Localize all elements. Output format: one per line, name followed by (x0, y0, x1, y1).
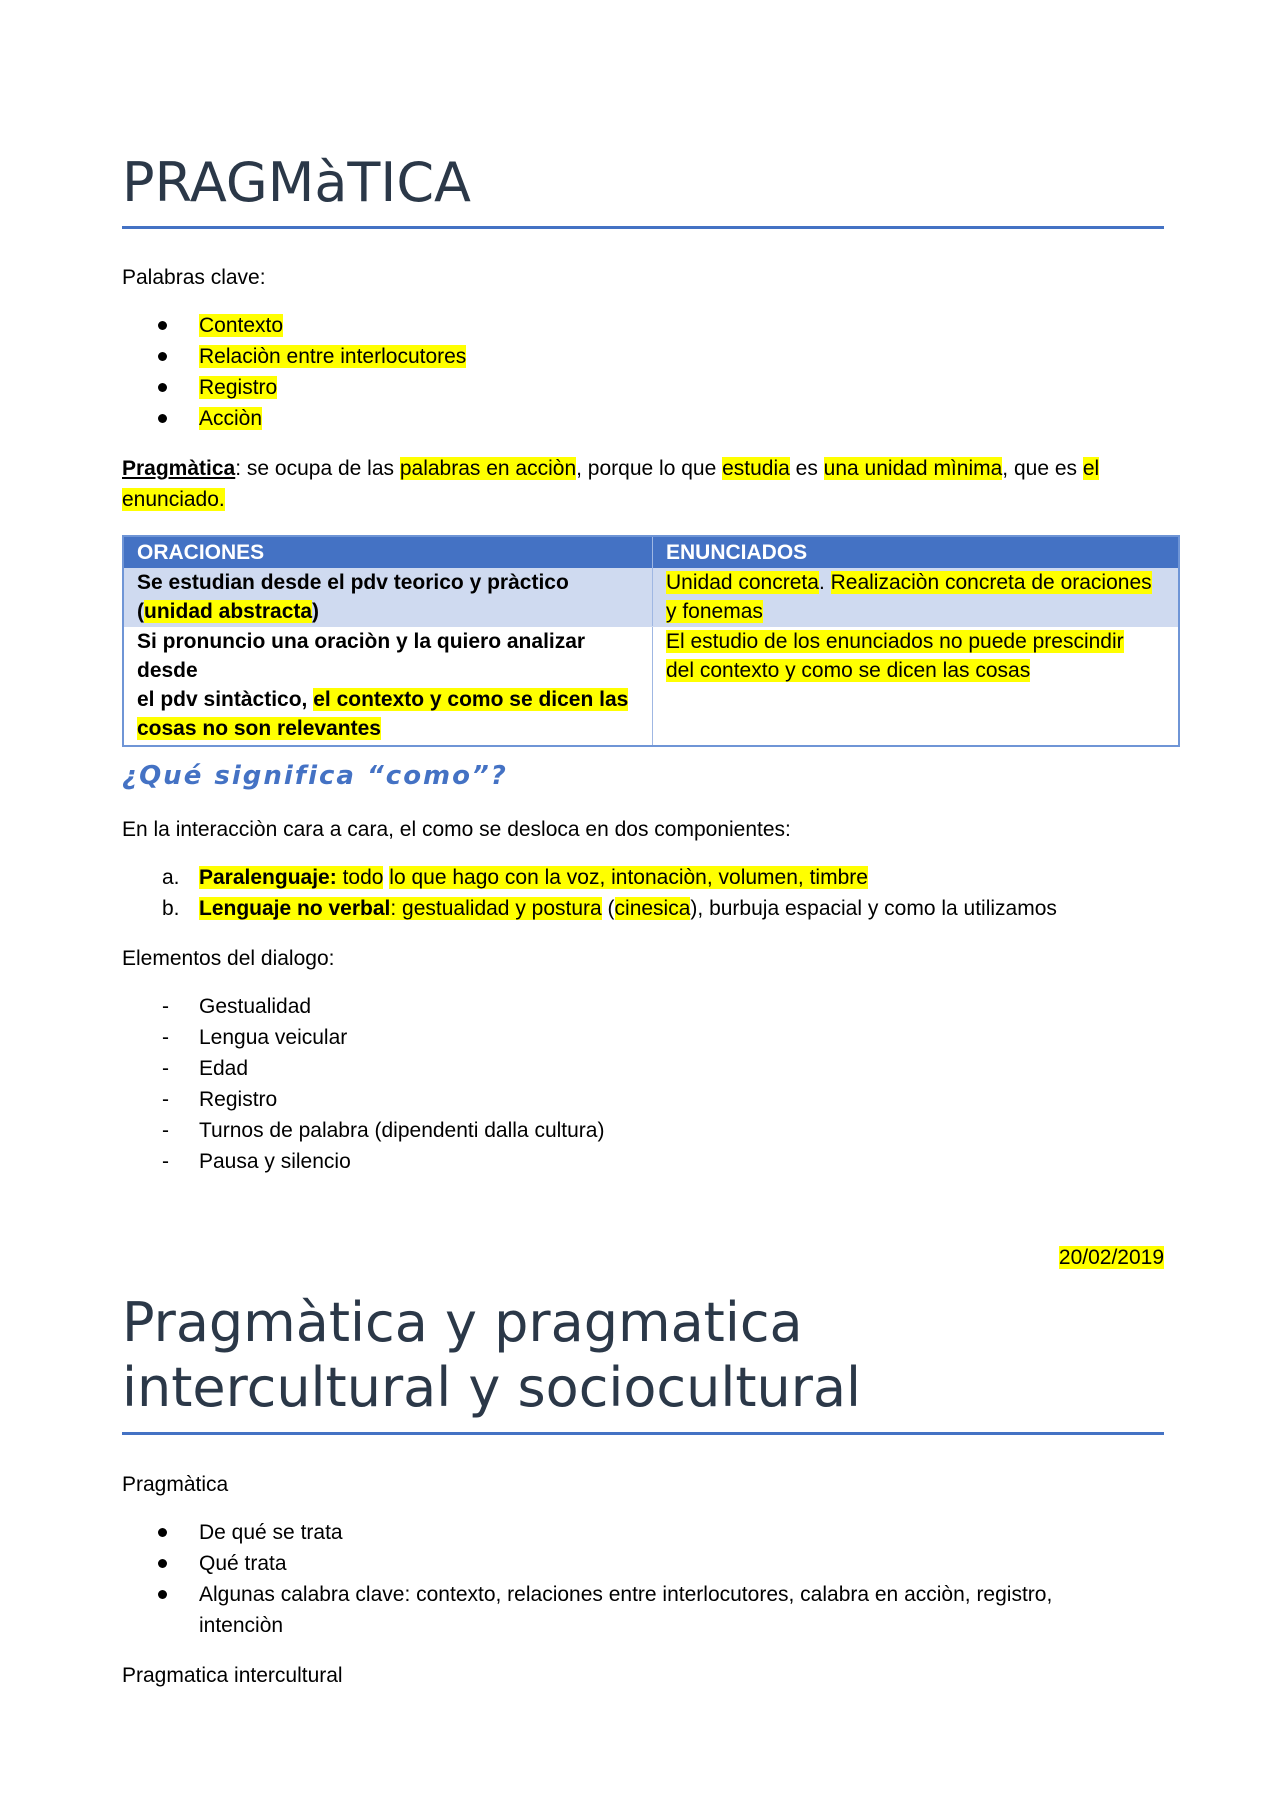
pragmatica-label: Pragmàtica (122, 1473, 229, 1496)
main-title: PRAGMàTICA (122, 151, 471, 214)
section-heading: ¿Qué significa “como”? (122, 761, 508, 791)
table-cell: El estudio de los enunciados no puede prescindir del contexto y como se dicen las cosas (653, 627, 1180, 747)
bullet-icon (158, 414, 167, 423)
intercultural-label: Pragmatica intercultural (122, 1664, 343, 1687)
title-underline (122, 226, 1164, 229)
table-cell: Se estudian desde el pdv teorico y pràctico (unidad abstracta) (123, 568, 653, 627)
list-item: - Registro (162, 1088, 278, 1111)
list-item: Qué trata (122, 1548, 1182, 1579)
como-list (122, 862, 1182, 924)
list-item: Relaciòn entre interlocutores (122, 341, 1122, 372)
list-item: - Lengua veicular (162, 1026, 348, 1049)
elements-list (122, 991, 1122, 1177)
list-item: a. Paralenguaje: todo lo que hago con la voz, intonaciòn, volumen, timbre (162, 866, 868, 889)
list-item: Registro (122, 372, 1122, 403)
table-row (123, 627, 1179, 747)
list-item: - Gestualidad (162, 995, 312, 1018)
elements-label: Elementos del dialogo: (122, 947, 335, 970)
list-item: Contexto (122, 310, 1122, 341)
como-intro: En la interacciòn cara a cara, el como se desloca en dos componientes: (122, 818, 791, 841)
bullet-icon (158, 352, 167, 361)
bullet-icon (158, 383, 167, 392)
date-label: 20/02/2019 (1058, 1246, 1164, 1269)
comparison-table (122, 535, 1180, 747)
bullet-icon (158, 1528, 167, 1537)
list-item: - Edad (162, 1057, 249, 1080)
bullet-icon (158, 1590, 167, 1599)
table-header-cell: ENUNCIADOS (653, 536, 1180, 568)
list-item: - Turnos de palabra (dipendenti dalla cultura) (162, 1119, 605, 1142)
bullet-icon (158, 1559, 167, 1568)
keywords-label: Palabras clave: (122, 266, 266, 289)
list-item: Algunas calabra clave: contexto, relaciones entre interlocutores, calabra en acciòn, registro, intenciòn (122, 1579, 1182, 1641)
pragmatica-list (122, 1517, 1182, 1641)
keywords-list (122, 310, 1122, 434)
definition-paragraph: Pragmàtica: se ocupa de las palabras en acciòn, porque lo que estudia es una unidad mìnima, que es el enunciado. (122, 457, 1100, 511)
table-cell: Si pronuncio una oraciòn y la quiero analizar desde el pdv sintàctico, el contexto y como se dicen las cosas no son relevantes (137, 630, 629, 740)
list-item: Acciòn (122, 403, 1122, 434)
table-cell: Unidad concreta. Realizaciòn concreta de oraciones y fonemas (653, 568, 1180, 627)
list-item: De qué se trata (122, 1517, 1182, 1548)
table-header-row (123, 536, 1179, 568)
second-title: Pragmàtica y pragmatica intercultural y sociocultural (122, 1291, 862, 1419)
bullet-icon (158, 321, 167, 330)
title-underline (122, 1432, 1164, 1435)
table-header-cell: ORACIONES (123, 536, 653, 568)
list-item: - Pausa y silencio (162, 1150, 351, 1173)
table-row (123, 568, 1179, 627)
list-item: b. Lenguaje no verbal: gestualidad y postura (cinesica), burbuja espacial y como la utilizamos (162, 897, 1057, 920)
